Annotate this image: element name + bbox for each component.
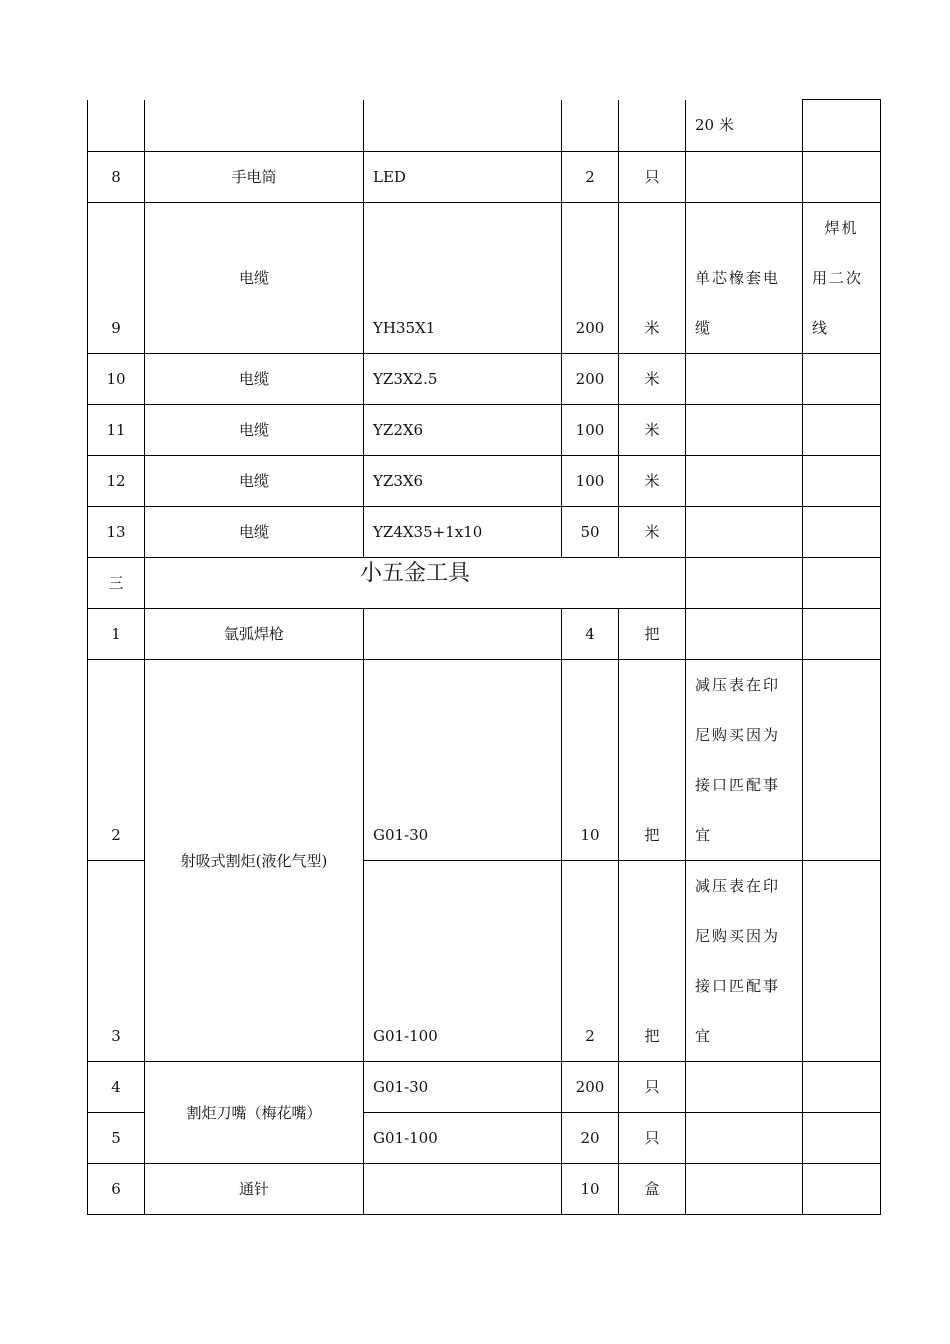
item-unit: 把	[619, 861, 686, 1062]
item-spec: G01-30	[364, 660, 562, 861]
item-spec: LED	[364, 152, 562, 203]
item-qty: 10	[562, 660, 619, 861]
materials-table	[87, 99, 881, 1215]
row-number: 12	[88, 456, 145, 507]
item-unit: 米	[619, 354, 686, 405]
item-spec: G01-100	[364, 861, 562, 1062]
table-row	[88, 100, 881, 152]
item-unit: 只	[619, 1062, 686, 1113]
row-number: 10	[88, 354, 145, 405]
item-qty: 100	[562, 456, 619, 507]
note-cell: 减压表在印 尼购买因为 接口匹配事 宜	[686, 861, 803, 1062]
table-row	[88, 1164, 881, 1215]
table-row	[88, 609, 881, 660]
item-unit: 米	[619, 507, 686, 558]
row-number: 6	[88, 1164, 145, 1215]
item-qty: 10	[562, 1164, 619, 1215]
item-name: 手电筒	[145, 152, 364, 203]
item-qty: 200	[562, 354, 619, 405]
item-spec: YZ3X6	[364, 456, 562, 507]
section-row	[88, 558, 881, 609]
table-row	[88, 152, 881, 203]
row-number: 3	[88, 861, 145, 1062]
item-spec: YZ2X6	[364, 405, 562, 456]
item-spec: G01-30	[364, 1062, 562, 1113]
remark-cell: 焊机 用二次 线	[803, 203, 881, 354]
item-spec: YZ4X35+1x10	[364, 507, 562, 558]
item-name: 电缆	[145, 405, 364, 456]
table-row	[88, 354, 881, 405]
item-name: 割炬刀嘴（梅花嘴）	[145, 1062, 364, 1164]
table-row	[88, 456, 881, 507]
item-name: 电缆	[145, 456, 364, 507]
item-spec: YZ3X2.5	[364, 354, 562, 405]
item-unit: 把	[619, 609, 686, 660]
row-number: 2	[88, 660, 145, 861]
item-name: 电缆	[145, 203, 364, 354]
item-qty: 2	[562, 861, 619, 1062]
item-unit: 米	[619, 405, 686, 456]
item-unit: 盒	[619, 1164, 686, 1215]
note-cell: 减压表在印 尼购买因为 接口匹配事 宜	[686, 660, 803, 861]
table-row	[88, 203, 881, 354]
item-qty: 50	[562, 507, 619, 558]
item-name: 电缆	[145, 507, 364, 558]
note-cell: 单芯橡套电 缆	[686, 203, 803, 354]
row-number: 13	[88, 507, 145, 558]
item-unit: 只	[619, 1113, 686, 1164]
table-row	[88, 405, 881, 456]
item-name: 电缆	[145, 354, 364, 405]
item-unit: 只	[619, 152, 686, 203]
item-qty: 20	[562, 1113, 619, 1164]
item-name: 氩弧焊枪	[145, 609, 364, 660]
section-number: 三	[88, 558, 145, 609]
item-name: 射吸式割炬(液化气型)	[145, 660, 364, 1062]
item-qty: 2	[562, 152, 619, 203]
item-qty: 4	[562, 609, 619, 660]
row-number: 1	[88, 609, 145, 660]
item-unit: 把	[619, 660, 686, 861]
row-number: 9	[88, 203, 145, 354]
row-number: 8	[88, 152, 145, 203]
item-spec: G01-100	[364, 1113, 562, 1164]
item-qty: 200	[562, 203, 619, 354]
item-qty: 200	[562, 1062, 619, 1113]
section-title: 小五金工具	[145, 558, 686, 609]
row-number: 5	[88, 1113, 145, 1164]
item-unit: 米	[619, 203, 686, 354]
row-number: 4	[88, 1062, 145, 1113]
table-row	[88, 660, 881, 861]
note-cell: 20 米	[686, 100, 803, 152]
item-spec: YH35X1	[364, 203, 562, 354]
item-unit: 米	[619, 456, 686, 507]
table-row	[88, 1062, 881, 1113]
item-name: 通针	[145, 1164, 364, 1215]
table-row	[88, 507, 881, 558]
row-number: 11	[88, 405, 145, 456]
item-qty: 100	[562, 405, 619, 456]
